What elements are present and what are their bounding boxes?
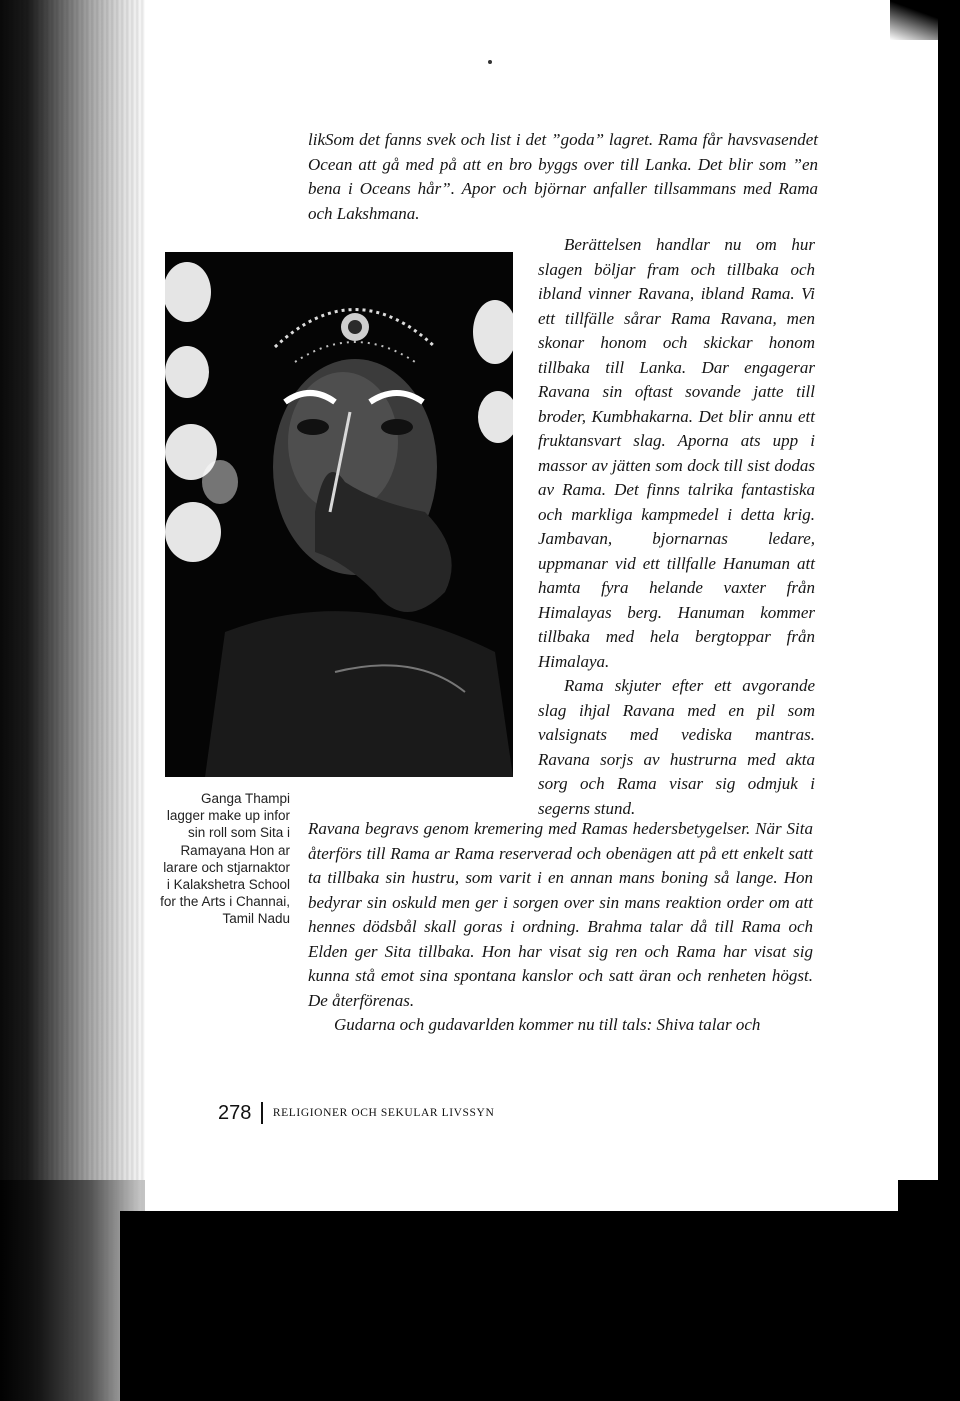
page-footer: [218, 1098, 494, 1128]
page-number: 278: [218, 1101, 252, 1124]
running-title: RELIGIONER OCH SEKULAR LIVSSYN: [272, 1107, 495, 1119]
bottom-paragraph-2: Gudarna och gudavarlden kommer nu till tals: Shiva talar och: [334, 1015, 761, 1034]
side-paragraph-1: Berättelsen handlar nu om hur slagen böljar fram och tillbaka och ibland vinner Ravana, ibland Rama. Vi ett tillfälle sårar Rama Ravana, men skonar honom och skickar honom tillbaka till Lanka. Dar engagerar Ravana sin oftast sovande jatte till broder, Kumbhakarna. Det blir annu ett fruktansvart slag. Aporna ats upp i massor av jätten som dock till sist dodas av Rama. Det finns talrika fantastiska och markliga kampmedel i detta krig. Jambavan, bjornarnas ledare, uppmanar vid ett tillfalle Hanuman att hamta fyra helande vaxter från Himalayas berg. Hanuman kommer tillbaka med hela bergtoppar från Himalaya.: [538, 235, 815, 671]
speck-mark: [488, 60, 492, 64]
scan-edge-right: [938, 0, 960, 1401]
scan-corner: [898, 1180, 938, 1220]
top-paragraph: likSom det fanns svek och list i det ”goda” lagret. Rama får havsvasendet Ocean att gå med på att en bro byggs over till Lanka. Det blir som ”en bena i Oceans hår”. Apor och björnar anfaller tillsammans med Rama och Lakshmana.: [308, 130, 818, 223]
scan-edge-top: [890, 0, 960, 40]
photo-actress-makeup: [165, 252, 513, 777]
footer-divider: [261, 1102, 263, 1124]
top-paragraph-block: [308, 128, 818, 226]
scan-edge-bottom: [120, 1211, 960, 1401]
side-paragraph-2: Rama skjuter efter ett avgorande slag ihjal Ravana med en pil som valsignats med vediska mantras. Ravana sorjs av hustrurna med akta sorg och Rama visar sig odmjuk i segerns stund.: [538, 676, 815, 818]
photo-caption: Ganga Thampi lagger make up infor sin roll som Sita i Ramayana Hon ar larare och stjarnaktor i Kalakshetra School for the Arts i Channai, Tamil Nadu: [160, 791, 290, 927]
photo-illustration: [165, 252, 513, 777]
side-paragraph-block: [538, 233, 815, 821]
bottom-paragraph-block: [308, 817, 813, 1038]
bottom-paragraph-1: Ravana begravs genom kremering med Ramas hedersbetygelser. När Sita återförs till Rama ar Rama reserverad och obenägen att på ett enkelt satt ta tillbaka sin hustru, som varit i en annan mans boning så lange. Hon bedyrar sin oskuld men ger i sorgen over sin mans reaktion order om att hennes dödsbål skall goras i ordning. Brahma talar då till Rama och Elden ger Sita tillbaka. Hon har visat sig ren och Rama har visat sig kunna stå emot sina spontana kanslor och satt äran och renheten högst. De återförenas.: [308, 819, 813, 1010]
